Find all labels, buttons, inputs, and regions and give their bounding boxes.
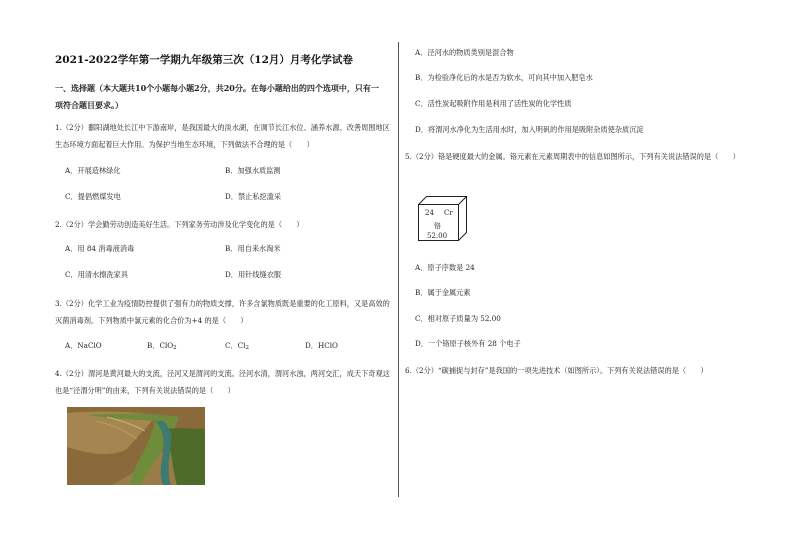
- section-heading: 一、选择题（本大题共10个小题每小题2分，共20分。在每小题给出的四个选项中，只有一项符合题目要求。）: [55, 83, 379, 110]
- q5-option-a: A．原子序数是 24: [415, 263, 475, 272]
- q4-option-b: B．为检验净化后的水是否为软水，可向其中加入肥皂水: [415, 73, 593, 82]
- q4-option-d: D．将渭河水净化为生活用水时，加入明矾的作用是吸附杂质使杂质沉淀: [415, 125, 644, 134]
- question-1-stem: 1.（2分）鄱阳湖地处长江中下游南岸，是我国最大的淡水湖，在调节长江水位、涵养水源、改善周围地区生态环境方面起着巨大作用。为保护当地生态环境，下列做法不合理的是（ ）: [55, 123, 390, 149]
- river-confluence-photo: [67, 407, 205, 485]
- q2-option-c: C．用清水擦洗家具: [65, 270, 129, 279]
- q1-option-d: D．禁止私挖滥采: [225, 192, 282, 201]
- q5-option-c: C．相对原子质量为 52.00: [415, 314, 501, 323]
- q4-option-c: C．活性炭起吸附作用是利用了活性炭的化学性质: [415, 99, 572, 108]
- column-divider: [398, 42, 399, 497]
- q1-option-b: B．加强水质监测: [225, 166, 281, 175]
- river-photo-graphic: [67, 407, 205, 485]
- question-4-stem: 4.（2分）渭河是黄河最大的支流，泾河又是渭河的支流。泾河水清，渭河水浊，两河交汇，成天下奇观这也是“泾渭分明”的由来，下列有关说法错误的是（ ）: [55, 369, 390, 395]
- element-symbol: Cr: [444, 209, 453, 217]
- element-name: 铬: [434, 222, 441, 230]
- q3-option-b-text: B．ClO: [147, 341, 174, 350]
- question-3-stem: 3.（2分）化学工业为疫情防控提供了强有力的物质支撑，许多含氯物质既是重要的化工原料，又是高效的灭菌消毒剂。下列物质中氯元素的化合价为+4 的是（ ）: [55, 299, 390, 325]
- atomic-mass: 52.00: [427, 232, 448, 240]
- q3-option-c-text: C．Cl: [225, 341, 246, 350]
- question-2-stem: 2.（2分）学会勤劳动创造美好生活。下列家务劳动涉及化学变化的是（ ）: [55, 220, 304, 229]
- question-6-stem: 6.（2分）“碳捕捉与封存”是我国的一项先进技术（如图所示）。下列有关说法错误的是（ ）: [405, 366, 708, 375]
- q3-option-b-subscript: 2: [173, 345, 177, 351]
- q5-option-b: B．属于金属元素: [415, 288, 471, 297]
- q3-option-c: [225, 340, 249, 354]
- q3-option-d: D．HClO: [305, 341, 338, 350]
- q4-option-a: A．泾河水的物质类别是混合物: [415, 48, 514, 57]
- question-5-stem: 5.（2分）铬是硬度最大的金属。铬元素在元素周期表中的信息如图所示，下列有关说法错误的是（ ）: [405, 152, 740, 161]
- q2-option-d: D．用针线缝衣服: [225, 270, 282, 279]
- q2-option-a: A．用 84 消毒液消毒: [65, 244, 135, 253]
- q5-option-d: D．一个铬原子核外有 28 个电子: [415, 339, 521, 348]
- q3-option-a: A．NaClO: [65, 341, 102, 350]
- q1-option-a: A．开展造林绿化: [65, 166, 121, 175]
- periodic-table-cell: [418, 196, 468, 241]
- atomic-number: 24: [425, 209, 434, 217]
- q3-option-b: [147, 340, 177, 354]
- q2-option-b: B．用自来水淘米: [225, 244, 281, 253]
- q3-option-c-subscript: 2: [245, 345, 249, 351]
- q1-option-c: C．提倡燃煤发电: [65, 192, 121, 201]
- exam-title: 2021-2022学年第一学期九年级第三次（12月）月考化学试卷: [55, 54, 353, 66]
